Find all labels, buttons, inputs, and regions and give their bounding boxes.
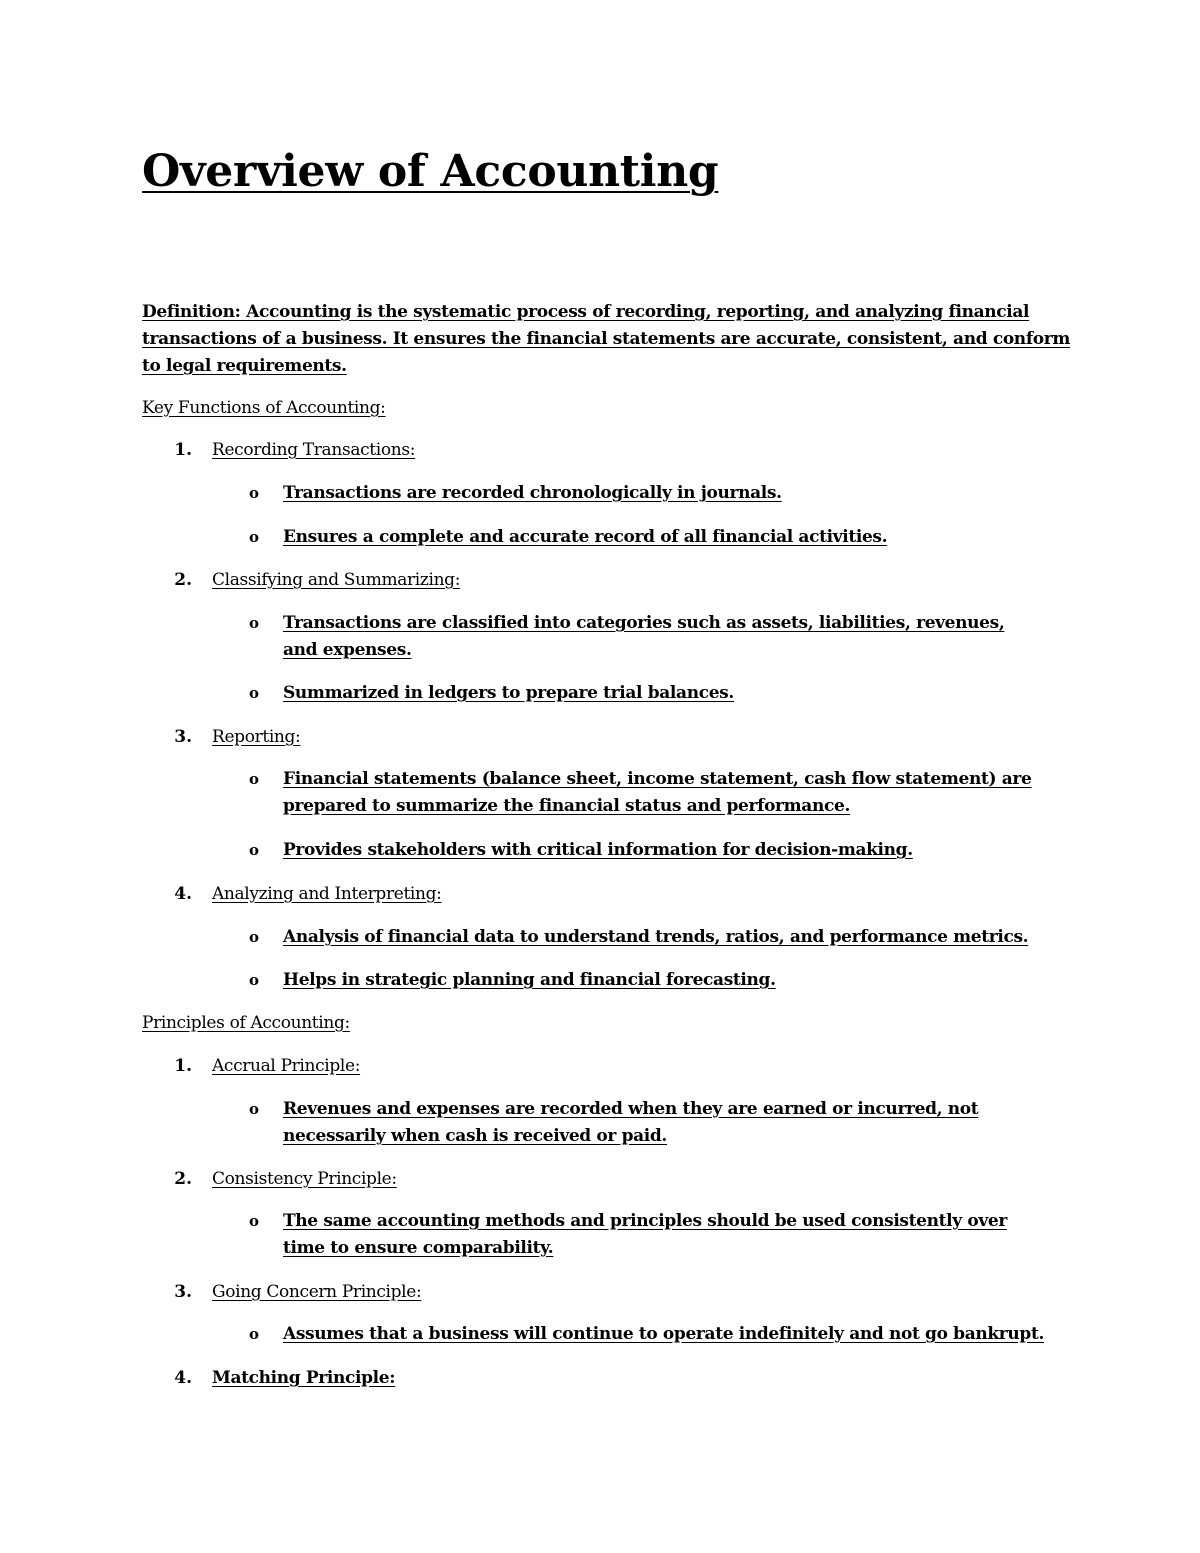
bullet-marker: o: [249, 484, 260, 502]
principle-label-accrual: Accrual Principle:: [212, 1056, 361, 1076]
function-label-reporting: Reporting:: [212, 727, 301, 747]
principle-label-matching: Matching Principle:: [212, 1368, 396, 1388]
principle-label-consistency: Consistency Principle:: [212, 1169, 397, 1189]
list-number: 1.: [174, 1056, 192, 1076]
list-item: Ensures a complete and accurate record of all financial activities.: [283, 527, 888, 547]
list-item: Assumes that a business will continue to operate indefinitely and not go bankrupt.: [283, 1324, 1045, 1344]
list-number: 4.: [174, 884, 192, 904]
bullet-marker: o: [249, 971, 260, 989]
bullet-marker: o: [249, 1212, 260, 1230]
list-number: 3.: [174, 1282, 192, 1302]
principles-heading: Principles of Accounting:: [142, 1013, 350, 1033]
bullet-marker: o: [249, 1100, 260, 1118]
list-item: The same accounting methods and principles should be used consistently over time to ensure comparability.: [283, 1211, 1007, 1258]
bullet-marker: o: [249, 928, 260, 946]
list-item: Analysis of financial data to understand trends, ratios, and performance metrics.: [283, 927, 1029, 947]
principle-label-going-concern: Going Concern Principle:: [212, 1282, 422, 1302]
list-number: 2.: [174, 1169, 192, 1189]
function-label-analyzing: Analyzing and Interpreting:: [212, 884, 442, 904]
list-number: 4.: [174, 1368, 192, 1388]
bullet-marker: o: [249, 841, 260, 859]
bullet-marker: o: [249, 684, 260, 702]
bullet-marker: o: [249, 614, 260, 632]
list-item: Financial statements (balance sheet, income statement, cash flow statement) are prepared to summarize the financial status and performance.: [283, 769, 1032, 816]
list-item: Transactions are classified into categories such as assets, liabilities, revenues, and expenses.: [283, 613, 1005, 660]
definition-paragraph: Definition: Accounting is the systematic process of recording, reporting, and analyzing financial transactions of a business. It ensures the financial statements are accurate, consistent, and conform to legal requirements.: [142, 302, 1071, 376]
list-item: Revenues and expenses are recorded when they are earned or incurred, not necessarily when cash is received or paid.: [283, 1099, 979, 1146]
bullet-marker: o: [249, 770, 260, 788]
list-number: 2.: [174, 570, 192, 590]
list-number: 3.: [174, 727, 192, 747]
function-label-recording: Recording Transactions:: [212, 440, 416, 460]
page-title: Overview of Accounting: [142, 146, 719, 197]
bullet-marker: o: [249, 528, 260, 546]
key-functions-heading: Key Functions of Accounting:: [142, 398, 386, 418]
list-item: Summarized in ledgers to prepare trial balances.: [283, 683, 734, 703]
list-item: Provides stakeholders with critical information for decision-making.: [283, 840, 913, 860]
list-number: 1.: [174, 440, 192, 460]
function-label-classifying: Classifying and Summarizing:: [212, 570, 461, 590]
bullet-marker: o: [249, 1325, 260, 1343]
list-item: Transactions are recorded chronologically in journals.: [283, 483, 782, 503]
list-item: Helps in strategic planning and financial forecasting.: [283, 970, 776, 990]
